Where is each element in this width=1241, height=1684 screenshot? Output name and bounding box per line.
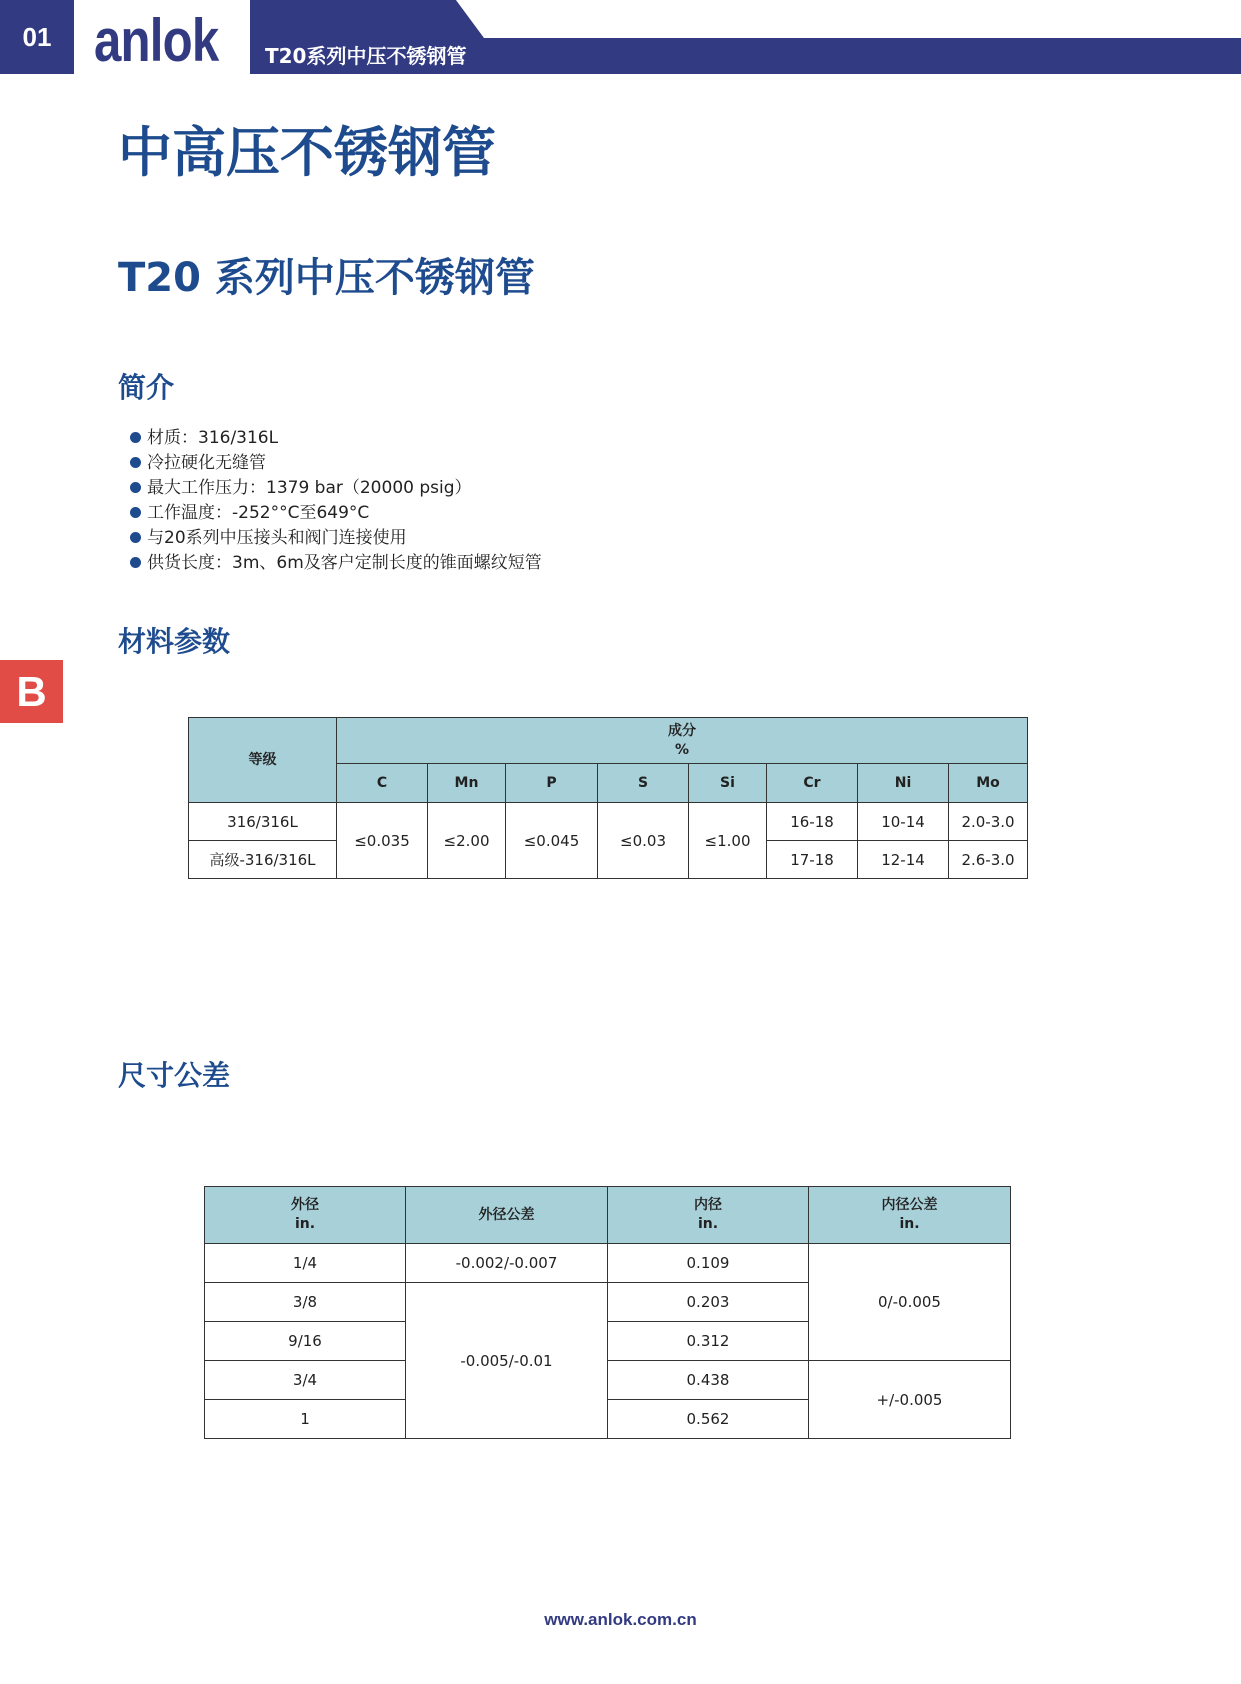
value-cell: 10-14 xyxy=(858,803,949,841)
od-header: 外径 in. xyxy=(205,1187,406,1244)
list-item: 工作温度：-252°°C至649°C xyxy=(130,501,542,526)
value-cell: ≤0.03 xyxy=(598,803,689,879)
element-header: Ni xyxy=(858,764,949,803)
element-header: S xyxy=(598,764,689,803)
id-cell: 0.203 xyxy=(608,1283,809,1322)
bullet-dot-icon xyxy=(130,557,141,568)
id-tolerance-header: 内径公差 in. xyxy=(809,1187,1011,1244)
element-header: Cr xyxy=(767,764,858,803)
od-cell: 9/16 xyxy=(205,1322,406,1361)
list-item: 冷拉硬化无缝管 xyxy=(130,451,542,476)
tolerance-table xyxy=(204,1186,1011,1439)
od-cell: 1 xyxy=(205,1400,406,1439)
od-cell: 3/4 xyxy=(205,1361,406,1400)
id-cell: 0.438 xyxy=(608,1361,809,1400)
table-row xyxy=(189,803,1028,841)
element-header: Si xyxy=(689,764,767,803)
bullet-dot-icon xyxy=(130,507,141,518)
grade-header: 等级 xyxy=(189,718,337,803)
element-header: C xyxy=(337,764,428,803)
id-cell: 0.562 xyxy=(608,1400,809,1439)
intro-list xyxy=(130,426,542,576)
bullet-dot-icon xyxy=(130,532,141,543)
od-tolerance-header: 外径公差 xyxy=(406,1187,608,1244)
value-cell: ≤2.00 xyxy=(428,803,506,879)
table-row xyxy=(205,1244,1011,1283)
id-cell: 0.109 xyxy=(608,1244,809,1283)
page-title: 中高压不锈钢管 xyxy=(118,121,496,184)
table-row xyxy=(205,1361,1011,1400)
section-tab-b: B xyxy=(0,660,63,723)
element-header: P xyxy=(506,764,598,803)
page-number: 01 xyxy=(0,0,74,74)
value-cell: ≤1.00 xyxy=(689,803,767,879)
series-title: T20 系列中压不锈钢管 xyxy=(118,255,535,301)
materials-table xyxy=(188,717,1028,879)
bullet-dot-icon xyxy=(130,457,141,468)
list-item: 与20系列中压接头和阀门连接使用 xyxy=(130,526,542,551)
list-item: 材质：316/316L xyxy=(130,426,542,451)
composition-header: 成分 % xyxy=(337,718,1028,764)
grade-cell: 高级-316/316L xyxy=(189,841,337,879)
footer-website[interactable]: www.anlok.com.cn xyxy=(544,1610,697,1629)
value-cell: 17-18 xyxy=(767,841,858,879)
bullet-dot-icon xyxy=(130,432,141,443)
grade-cell: 316/316L xyxy=(189,803,337,841)
id-header: 内径 in. xyxy=(608,1187,809,1244)
brand-logo: anlok xyxy=(94,7,219,74)
bullet-dot-icon xyxy=(130,482,141,493)
header-series-title: T20系列中压不锈钢管 xyxy=(265,44,467,68)
value-cell: 2.6-3.0 xyxy=(949,841,1028,879)
materials-heading: 材料参数 xyxy=(118,625,231,658)
value-cell: ≤0.035 xyxy=(337,803,428,879)
value-cell: 16-18 xyxy=(767,803,858,841)
tolerance-heading: 尺寸公差 xyxy=(118,1059,231,1092)
od-cell: 1/4 xyxy=(205,1244,406,1283)
element-header: Mn xyxy=(428,764,506,803)
od-tolerance-cell: -0.002/-0.007 xyxy=(406,1244,608,1283)
intro-heading: 简介 xyxy=(118,371,175,404)
od-cell: 3/8 xyxy=(205,1283,406,1322)
header-tab-shape xyxy=(250,0,484,38)
id-cell: 0.312 xyxy=(608,1322,809,1361)
value-cell: 12-14 xyxy=(858,841,949,879)
id-tolerance-cell: +/-0.005 xyxy=(809,1361,1011,1439)
list-item: 供货长度：3m、6m及客户定制长度的锥面螺纹短管 xyxy=(130,551,542,576)
element-header: Mo xyxy=(949,764,1028,803)
id-tolerance-cell: 0/-0.005 xyxy=(809,1244,1011,1361)
value-cell: 2.0-3.0 xyxy=(949,803,1028,841)
value-cell: ≤0.045 xyxy=(506,803,598,879)
od-tolerance-cell: -0.005/-0.01 xyxy=(406,1283,608,1439)
list-item: 最大工作压力：1379 bar（20000 psig） xyxy=(130,476,542,501)
